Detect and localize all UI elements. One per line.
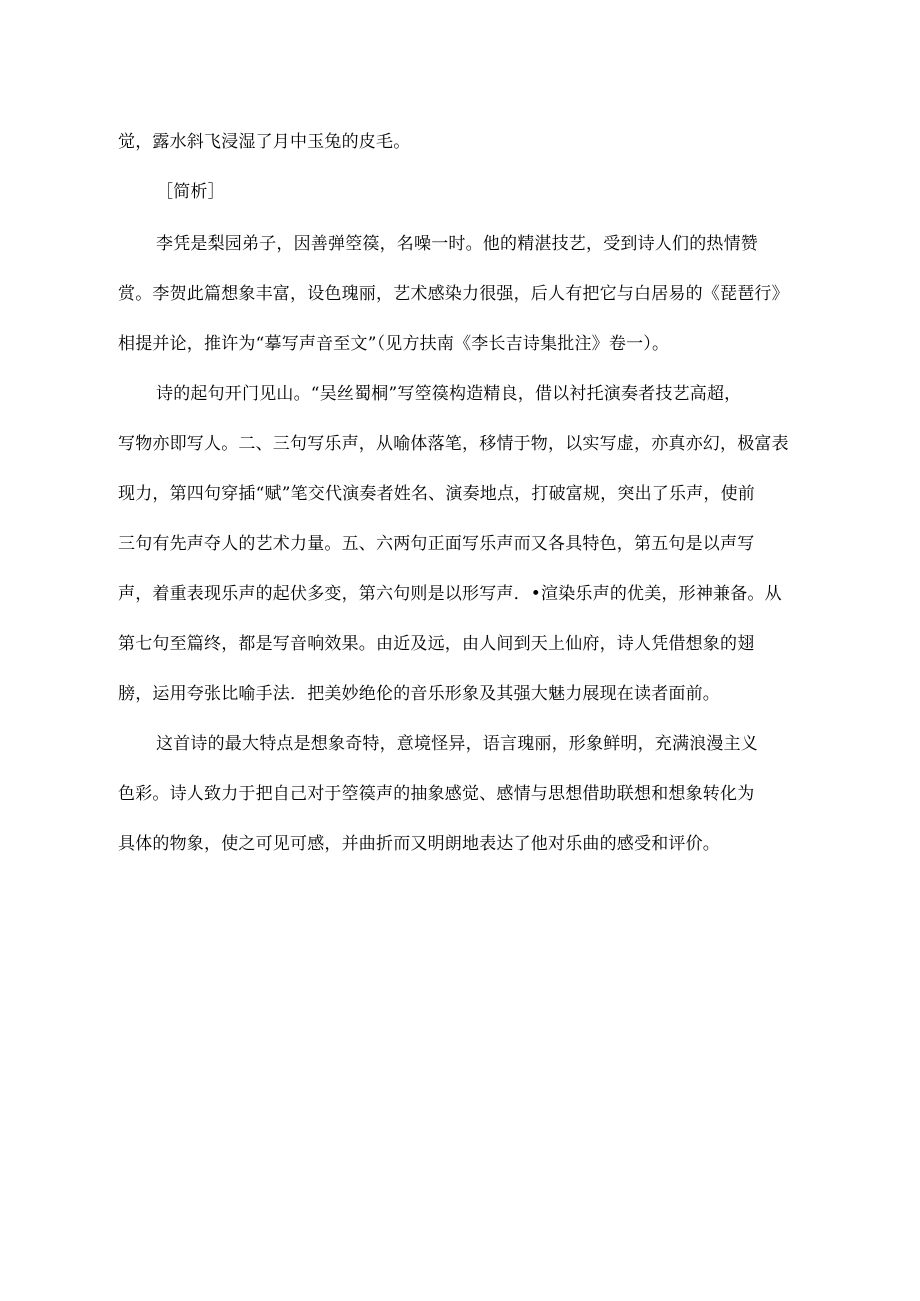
paragraph-line: 写物亦即写人。二、三句写乐声，从喻体落笔，移情于物，以实写虚，亦真亦幻，极富表 xyxy=(118,434,789,454)
paragraph-line: 诗的起句开门见山。“吴丝蜀桐”写箜篌构造精良，借以衬托演奏者技艺高超， xyxy=(156,384,742,404)
paragraph-line: 声，着重表现乐声的起伏多变，第六句则是以形写声．•渲染乐声的优美，形神兼备。从 xyxy=(118,584,782,604)
paragraph-line: 膀，运用夸张比喻手法．把美妙绝伦的音乐形象及其强大魅力展现在读者面前。 xyxy=(118,684,720,704)
paragraph-line: 色彩。诗人致力于把自己对于箜篌声的抽象感觉、感情与思想借助联想和想象转化为 xyxy=(118,784,755,804)
section-heading: ［简析］ xyxy=(156,182,225,202)
paragraph-line: 具体的物象，使之可见可感，并曲折而又明朗地表达了他对乐曲的感受和评价。 xyxy=(118,834,720,854)
paragraph-line: 第七句至篇终，都是写音响效果。由近及远，由人间到天上仙府，诗人凭借想象的翅 xyxy=(118,634,755,654)
continuation-line: 觉，露水斜飞浸湿了月中玉兔的皮毛。 xyxy=(118,132,411,152)
paragraph-line: 相提并论，推许为“摹写声音至文”（见方扶南《李长吉诗集批注》卷一）。 xyxy=(118,334,670,354)
paragraph-line: 现力，第四句穿插“赋”笔交代演奏者姓名、演奏地点，打破富规，突出了乐声，使前 xyxy=(118,484,755,504)
paragraph-line: 这首诗的最大特点是想象奇特，意境怪异，语言瑰丽，形象鲜明，充满浪漫主义 xyxy=(156,734,758,754)
paragraph-line: 赏。李贺此篇想象丰富，设色瑰丽，艺术感染力很强，后人有把它与白居易的《琵琶行》 xyxy=(118,284,789,304)
paragraph-line: 三句有先声夺人的艺术力量。五、六两句正面写乐声而又各具特色，第五句是以声写 xyxy=(118,534,755,554)
paragraph-line: 李凭是梨园弟子，因善弹箜篌，名噪一时。他的精湛技艺，受到诗人们的热情赞 xyxy=(156,234,758,254)
